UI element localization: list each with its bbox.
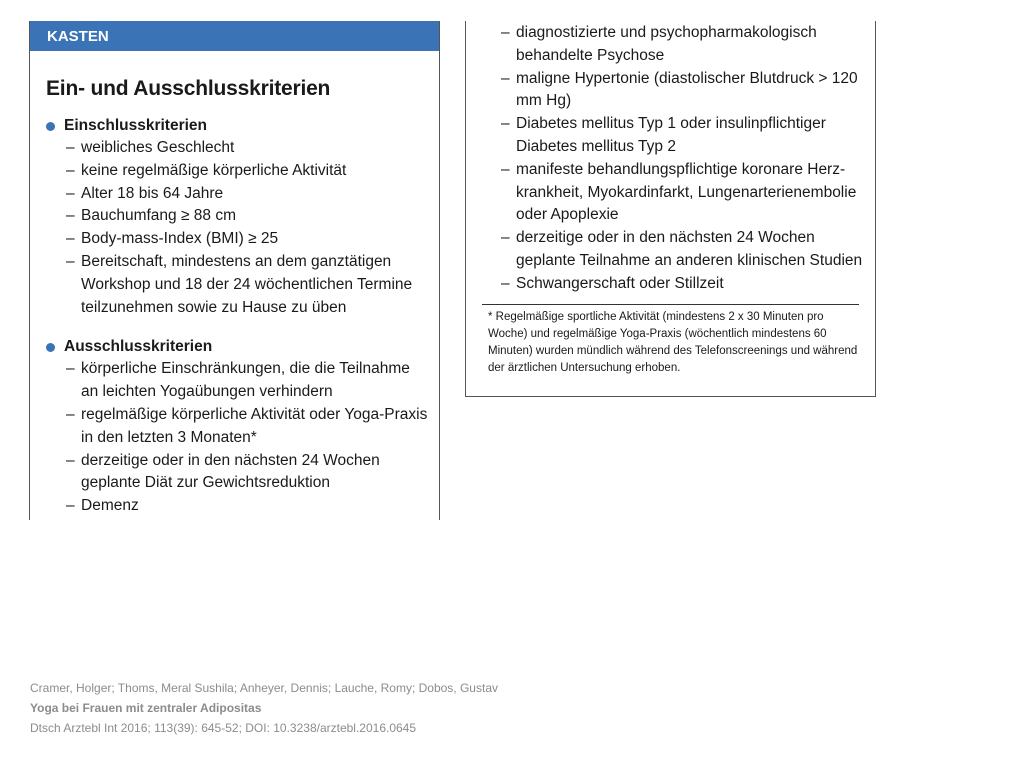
list-item: – maligne Hypertonie (diastolischer Blutdruck > 120 mm Hg) (501, 69, 858, 110)
exclusion-section (46, 336, 439, 518)
inclusion-section (46, 115, 439, 319)
list-item: – Diabetes mellitus Typ 1 oder insulinpflichtiger Diabetes mellitus Typ 2 (501, 115, 826, 155)
citation-authors: Cramer, Holger; Thoms, Meral Sushila; Anheyer, Dennis; Lauche, Romy; Dobos, Gustav (30, 681, 498, 695)
footnote-divider (482, 304, 859, 305)
inclusion-list (46, 137, 439, 319)
dash-icon: – (66, 184, 75, 202)
dash-icon: – (66, 207, 75, 225)
list-item: – körperliche Einschränkungen, die die Teilnahme an leichten Yogaübungen verhindern (66, 360, 410, 401)
dash-icon: – (501, 229, 510, 247)
list-item: – Bauchumfang ≥ 88 cm (46, 205, 439, 228)
dash-icon: – (66, 139, 75, 156)
box-header: KASTEN (30, 21, 439, 51)
list-item: – manifeste behandlungspflichtige koronare Herz-krankheit, Myokardinfarkt, Lungenarterienembolie oder Apoplexie (501, 160, 857, 224)
exclusion-heading-text: Ausschlusskriterien (64, 338, 213, 356)
list-item: – Schwangerschaft oder Stillzeit (466, 273, 875, 296)
bullet-icon (46, 343, 55, 352)
list-item: – weibliches Geschlecht (46, 137, 439, 160)
dash-icon: – (66, 161, 75, 179)
dash-icon: – (501, 69, 510, 87)
list-item: – Demenz (46, 495, 439, 518)
exclusion-list (46, 358, 439, 518)
list-item: – derzeitige oder in den nächsten 24 Wochen geplante Diät zur Gewichtsreduktion (66, 451, 380, 492)
list-item: – diagnostizierte und psychopharmakologisch behandelte Psychose (501, 24, 817, 64)
exclusion-list-continued (466, 22, 875, 296)
exclusion-heading (46, 336, 439, 358)
box-title: Ein- und Ausschlusskriterien (46, 77, 331, 100)
footnote: * Regelmäßige sportliche Aktivität (mindestens 2 x 30 Minuten pro Woche) und regelmäßige Yoga-Praxis (wöchentlich mindestens 60 Minuten) wurden mündlich während des Telefonscreenings und während der ärztlichen Untersuchung erhoben. (488, 311, 858, 374)
dash-icon: – (66, 252, 75, 270)
list-item: – Alter 18 bis 64 Jahre (46, 183, 439, 206)
list-item: – Body-mass-Index (BMI) ≥ 25 (46, 228, 439, 251)
inclusion-heading (46, 115, 439, 137)
dash-icon: – (66, 230, 75, 248)
dash-icon: – (501, 115, 510, 133)
list-item: – regelmäßige körperliche Aktivität oder Yoga-Praxis in den letzten 3 Monaten* (66, 405, 428, 446)
dash-icon: – (501, 274, 510, 292)
citation-title: Yoga bei Frauen mit zentraler Adipositas (30, 701, 262, 715)
citation-source: Dtsch Arztebl Int 2016; 113(39): 645-52; DOI: 10.3238/arztebl.2016.0645 (30, 721, 417, 735)
citation (30, 678, 498, 738)
list-item: – Bereitschaft, mindestens an dem ganztätigen Workshop und 18 der 24 wöchentlichen Termine teilzunehmen sowie zu Hause zu üben (66, 252, 413, 316)
list-item: – derzeitige oder in den nächsten 24 Wochen geplante Teilnahme an anderen klinischen Studien (501, 229, 863, 269)
dash-icon: – (66, 405, 75, 423)
inclusion-heading-text: Einschlusskriterien (64, 117, 208, 134)
dash-icon: – (66, 360, 75, 378)
criteria-box-left (29, 21, 440, 520)
dash-icon: – (501, 160, 510, 178)
list-item: – keine regelmäßige körperliche Aktivität (46, 160, 439, 183)
dash-icon: – (501, 24, 510, 41)
dash-icon: – (66, 451, 75, 469)
bullet-icon (46, 122, 55, 131)
dash-icon: – (66, 497, 75, 515)
criteria-box-right (465, 21, 876, 397)
